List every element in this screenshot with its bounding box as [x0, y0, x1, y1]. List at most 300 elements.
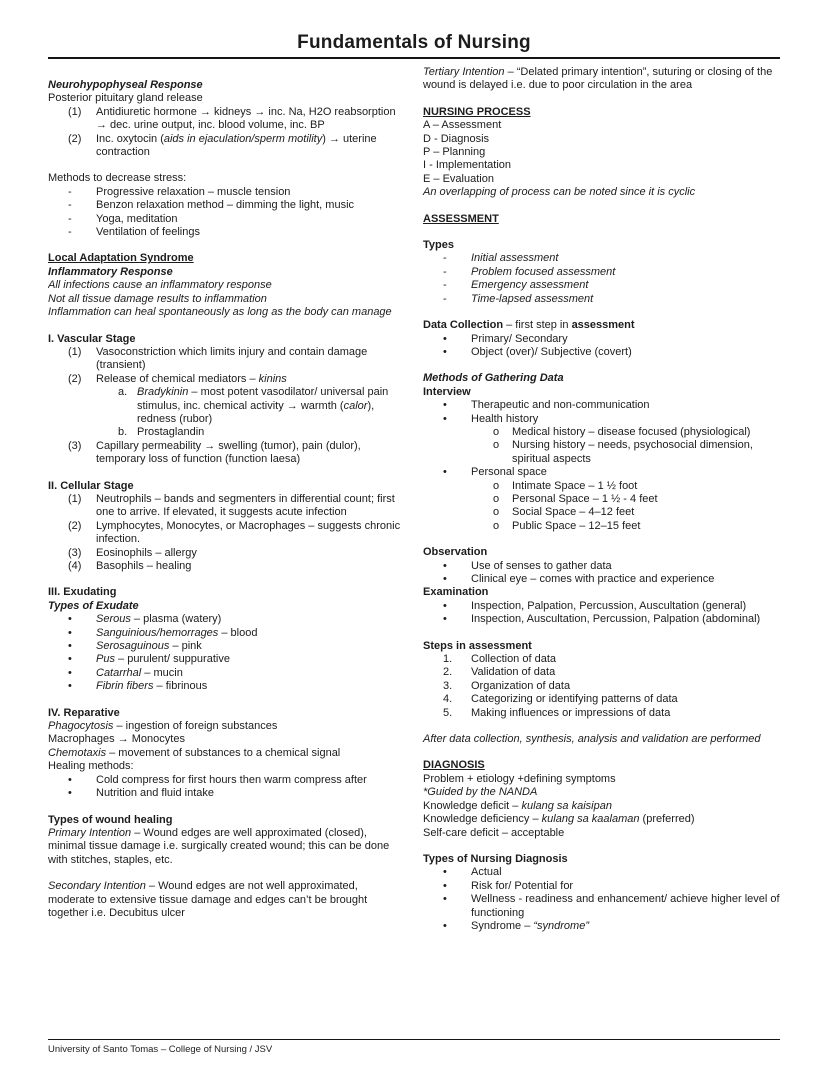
text-line — [48, 586, 405, 599]
list-marker: (2) — [68, 372, 82, 385]
list-marker: • — [443, 573, 447, 585]
list-marker: • — [68, 653, 72, 666]
text-line — [48, 266, 405, 279]
text-run: – plasma (watery) — [130, 613, 222, 626]
list-marker: • — [443, 919, 447, 932]
line-text — [423, 146, 780, 159]
line-text — [48, 827, 405, 867]
text-line — [423, 413, 780, 426]
text-run-italic: Chemotaxis — [48, 746, 107, 759]
line-text — [423, 640, 780, 653]
text-run-italic: Secondary Intention — [48, 880, 146, 893]
list-marker: • — [443, 866, 447, 879]
line-text — [96, 373, 405, 386]
text-run-italic: aids in ejaculation/sperm motility — [163, 132, 323, 145]
list-marker: • — [68, 666, 72, 679]
line-text — [423, 773, 780, 786]
text-line — [423, 827, 780, 840]
document-body — [48, 66, 780, 1039]
line-text — [48, 747, 405, 760]
list-marker: • — [68, 787, 72, 800]
list-marker: - — [443, 292, 447, 305]
line-text — [512, 480, 780, 493]
line-text — [48, 306, 405, 319]
line-text — [471, 333, 780, 346]
text-line — [48, 787, 405, 800]
line-text — [471, 560, 780, 573]
text-line — [48, 613, 405, 626]
text-run: – blood — [218, 626, 258, 639]
text-run: Actual — [471, 866, 502, 879]
list-marker: • — [68, 613, 72, 626]
text-run: Personal space — [471, 466, 547, 479]
text-line — [48, 600, 405, 613]
text-run: Local Adaptation Syndrome — [48, 252, 194, 265]
text-run: Intimate Space – 1 ½ foot — [512, 479, 638, 492]
text-run: Use of senses to gather data — [471, 559, 612, 572]
line-text — [48, 293, 405, 306]
text-run-bold: assessment — [571, 319, 635, 332]
text-run-italic: Tertiary Intention — [423, 66, 505, 78]
list-marker: 3. — [443, 679, 453, 692]
line-text — [423, 372, 780, 385]
text-run: – fibrinous — [153, 680, 208, 693]
line-text — [96, 680, 405, 693]
text-run-italic: Catarrhal — [96, 666, 142, 679]
line-text — [96, 627, 405, 640]
line-text — [423, 853, 780, 866]
text-line — [423, 666, 780, 679]
list-marker: o — [493, 506, 500, 519]
line-text — [48, 92, 405, 105]
list-marker: (2) — [68, 132, 82, 145]
text-line — [48, 560, 405, 573]
text-line — [48, 440, 405, 467]
line-text — [48, 79, 405, 92]
line-text — [48, 814, 405, 827]
text-line — [423, 573, 780, 586]
text-run: Wellness - readiness and enhancement/ achieve higher level of functioning — [471, 893, 780, 919]
text-line — [423, 586, 780, 599]
line-text — [471, 573, 780, 586]
line-text — [96, 346, 405, 373]
title-divider — [48, 57, 780, 59]
text-run: Self-care deficit – acceptable — [423, 826, 565, 839]
list-marker: • — [443, 599, 447, 612]
line-text — [48, 880, 405, 920]
text-line — [48, 827, 405, 867]
text-run: Cold compress for first hours then warm compress after — [96, 773, 367, 786]
text-run-italic: Time-lapsed assessment — [471, 292, 594, 305]
line-text — [96, 440, 405, 467]
list-marker: • — [68, 640, 72, 653]
text-run-italic: Pus — [96, 653, 115, 666]
text-run: Interview — [423, 385, 471, 398]
text-line — [423, 880, 780, 893]
text-line — [48, 306, 405, 319]
line-text — [423, 827, 780, 840]
text-run: Nutrition and fluid intake — [96, 787, 215, 800]
text-run: Primary/ Secondary — [471, 332, 568, 345]
line-text — [512, 493, 780, 506]
text-run: Public Space – 12–15 feet — [512, 519, 641, 532]
text-run-italic: All infections cause an inflammatory response — [48, 279, 272, 292]
text-run: Personal Space – 1 ½ - 4 feet — [512, 492, 658, 505]
list-marker: o — [493, 439, 500, 452]
text-run-italic: Serous — [96, 613, 131, 626]
text-run: Methods of Gathering Data — [423, 372, 564, 385]
text-line — [423, 319, 780, 332]
text-line — [423, 333, 780, 346]
line-text — [96, 547, 405, 560]
line-text — [471, 413, 780, 426]
text-run: III. Exudating — [48, 586, 117, 599]
line-text — [423, 133, 780, 146]
list-marker: (2) — [68, 519, 82, 532]
text-run: – pink — [169, 640, 202, 653]
line-text — [96, 640, 405, 653]
list-marker: • — [443, 332, 447, 345]
text-line — [48, 493, 405, 520]
text-run: Types of Exudate — [48, 599, 139, 612]
text-run: E – Evaluation — [423, 172, 494, 185]
text-run: – first step in — [503, 319, 572, 332]
list-marker: b. — [118, 426, 128, 439]
page-title: Fundamentals of Nursing — [297, 32, 531, 53]
text-line — [423, 439, 780, 466]
line-text — [471, 293, 780, 306]
line-text — [96, 560, 405, 573]
text-run-italic: kinins — [258, 372, 287, 385]
text-line — [48, 226, 405, 239]
list-marker: - — [68, 199, 72, 212]
text-run-italic: “syndrome” — [533, 919, 589, 932]
text-line — [48, 293, 405, 306]
text-line — [423, 813, 780, 826]
text-line — [48, 199, 405, 212]
text-run: Medical history – disease focused (physiological) — [512, 425, 751, 438]
line-text — [512, 439, 780, 466]
text-line — [48, 880, 405, 920]
line-text — [48, 266, 405, 279]
line-text — [96, 226, 405, 239]
line-text — [512, 426, 780, 439]
text-line — [423, 493, 780, 506]
text-run: – Wound edges are well approximated (closed), minimal tissue damage i.e. surgically created wound; this can be done with stitches, staples, etc. — [48, 826, 390, 866]
list-marker: • — [443, 466, 447, 479]
text-line — [423, 426, 780, 439]
text-run-italic: Phagocytosis — [48, 720, 114, 733]
list-marker: o — [493, 479, 500, 492]
line-text — [423, 319, 780, 332]
text-run: Yoga, meditation — [96, 212, 178, 225]
text-line — [423, 613, 780, 626]
text-run: Health history — [471, 412, 539, 425]
line-text — [471, 866, 780, 879]
text-run: Therapeutic and non-communication — [471, 399, 650, 412]
text-line — [48, 720, 405, 733]
line-text — [48, 252, 405, 265]
text-line — [423, 239, 780, 252]
line-text — [48, 760, 405, 773]
text-run: Risk for/ Potential for — [471, 879, 574, 892]
line-text — [48, 172, 405, 185]
line-text — [96, 774, 405, 787]
list-marker: o — [493, 519, 500, 532]
line-text — [96, 667, 405, 680]
text-line — [48, 480, 405, 493]
text-line — [48, 186, 405, 199]
text-run-italic: Problem focused assessment — [471, 265, 616, 278]
text-line — [48, 252, 405, 265]
text-run: Inspection, Auscultation, Percussion, Palpation (abdominal) — [471, 613, 761, 626]
line-text — [423, 186, 780, 199]
line-text — [48, 586, 405, 599]
text-line — [423, 546, 780, 559]
text-line — [423, 466, 780, 479]
list-marker: • — [443, 613, 447, 626]
text-run: Categorizing or identifying patterns of data — [471, 693, 678, 706]
text-line — [423, 560, 780, 573]
text-run: D - Diagnosis — [423, 132, 490, 145]
text-run: Inc. oxytocin ( — [96, 132, 164, 145]
text-line — [48, 106, 405, 133]
text-run-italic: Sanguinious/hemorrages — [96, 626, 219, 639]
text-line — [423, 66, 780, 93]
text-line — [48, 667, 405, 680]
text-line — [48, 814, 405, 827]
text-line — [48, 707, 405, 720]
list-marker: • — [443, 412, 447, 425]
line-text — [48, 600, 405, 613]
text-line — [423, 653, 780, 666]
line-text — [137, 386, 405, 426]
line-text — [423, 813, 780, 826]
text-run: Ventilation of feelings — [96, 226, 200, 239]
text-run: ) → uterine contraction — [96, 132, 377, 159]
text-line — [423, 279, 780, 292]
text-run: Syndrome – — [471, 919, 534, 932]
text-line — [423, 133, 780, 146]
list-marker: • — [443, 879, 447, 892]
text-line — [48, 760, 405, 773]
line-text — [96, 106, 405, 133]
list-marker: • — [443, 399, 447, 412]
text-run-italic: Not all tissue damage results to inflammation — [48, 292, 267, 305]
text-run: Release of chemical mediators – — [96, 372, 259, 385]
text-line — [423, 759, 780, 772]
line-text — [423, 586, 780, 599]
line-text — [471, 680, 780, 693]
text-run: Nursing history – needs, psychosocial dimension, spiritual aspects — [512, 439, 753, 465]
text-line — [423, 893, 780, 920]
footer-text: University of Santo Tomas – College of Nursing / JSV — [48, 1044, 273, 1055]
line-text — [471, 707, 780, 720]
text-run: Inspection, Palpation, Percussion, Auscultation (general) — [471, 599, 747, 612]
list-marker: (3) — [68, 546, 82, 559]
line-text — [96, 787, 405, 800]
text-run: Methods to decrease stress: — [48, 172, 187, 185]
text-line — [48, 386, 405, 426]
text-run: Problem + etiology +defining symptoms — [423, 772, 616, 785]
list-marker: • — [443, 893, 447, 906]
list-marker: - — [443, 252, 447, 265]
text-line — [423, 346, 780, 359]
line-text — [423, 106, 780, 119]
list-marker: - — [68, 226, 72, 239]
text-run: Collection of data — [471, 653, 556, 666]
line-text — [96, 213, 405, 226]
line-text — [471, 893, 780, 920]
list-marker: • — [443, 559, 447, 572]
text-run-italic: kulang sa kaisipan — [521, 799, 612, 812]
text-line — [423, 707, 780, 720]
text-run: Examination — [423, 586, 489, 599]
text-line — [423, 119, 780, 132]
text-line — [48, 92, 405, 105]
line-text — [48, 720, 405, 733]
text-run: Steps in assessment — [423, 639, 532, 652]
line-text — [423, 759, 780, 772]
left-column — [48, 66, 405, 920]
list-marker: 2. — [443, 666, 453, 679]
text-line — [423, 640, 780, 653]
text-run: Object (over)/ Subjective (covert) — [471, 345, 632, 358]
text-run-italic: Inflammation can heal spontaneously as long as the body can manage — [48, 306, 392, 319]
text-run: Organization of data — [471, 679, 571, 692]
text-line — [423, 213, 780, 226]
text-line — [48, 213, 405, 226]
text-line — [423, 773, 780, 786]
list-marker: 4. — [443, 693, 453, 706]
text-run: Healing methods: — [48, 760, 134, 773]
list-marker: - — [443, 279, 447, 292]
text-run: Posterior pituitary gland release — [48, 92, 203, 105]
line-text — [137, 426, 405, 439]
line-text — [48, 733, 405, 746]
text-line — [48, 346, 405, 373]
text-run: II. Cellular Stage — [48, 479, 134, 492]
line-text — [471, 399, 780, 412]
line-text — [96, 613, 405, 626]
list-marker: • — [68, 773, 72, 786]
list-marker: - — [68, 212, 72, 225]
list-marker: - — [443, 265, 447, 278]
line-text — [423, 119, 780, 132]
line-text — [471, 600, 780, 613]
text-line — [423, 266, 780, 279]
text-line — [423, 159, 780, 172]
text-line — [423, 800, 780, 813]
list-marker: o — [493, 425, 500, 438]
list-marker: (4) — [68, 560, 82, 572]
text-line — [48, 426, 405, 439]
text-run: – purulent/ suppurative — [114, 653, 230, 666]
text-run: IV. Reparative — [48, 706, 120, 719]
text-run: Antidiuretic hormone → kidneys → inc. Na, H2O reabsorption → dec. urine output, inc. blood volume, inc. BP — [96, 105, 396, 132]
text-line — [48, 747, 405, 760]
text-run: Types of Nursing Diagnosis — [423, 852, 568, 865]
text-line — [423, 252, 780, 265]
list-marker: 1. — [443, 653, 453, 666]
text-line — [423, 480, 780, 493]
text-run-italic: calor — [343, 399, 368, 412]
text-run-italic: *Guided by the NANDA — [423, 786, 538, 799]
text-line — [423, 293, 780, 306]
text-run: Knowledge deficiency – — [423, 813, 542, 826]
line-text — [423, 213, 780, 226]
text-line — [48, 627, 405, 640]
text-run: Observation — [423, 546, 488, 559]
line-text — [423, 386, 780, 399]
text-line — [423, 372, 780, 385]
line-text — [48, 707, 405, 720]
text-line — [48, 680, 405, 693]
text-run: P – Planning — [423, 146, 486, 159]
list-marker: 5. — [443, 706, 453, 719]
text-run: NURSING PROCESS — [423, 105, 531, 118]
text-run: Eosinophils – allergy — [96, 546, 197, 559]
text-line — [48, 733, 405, 746]
line-text — [423, 173, 780, 186]
text-run: – “Delated primary intention”, suturing or closing of the wound is delayed i.e. due to poor circulation in the area — [423, 66, 773, 92]
text-line — [423, 173, 780, 186]
line-text — [96, 199, 405, 212]
text-run-bold: Data Collection — [423, 319, 504, 332]
text-run: – Wound edges are not well approximated, moderate to extensive tissue damage and edges can’t be brought together i.e. Decubitus ulcer — [48, 880, 368, 919]
list-marker: • — [68, 680, 72, 693]
text-run: Macrophages → Monocytes — [48, 733, 185, 746]
text-run: I - Implementation — [423, 159, 512, 172]
line-text — [471, 466, 780, 479]
text-line — [48, 79, 405, 92]
text-run: ASSESSMENT — [423, 212, 499, 225]
text-run: – most potent vasodilator/ universal pain stimulus, inc. chemical activity → warmth ( — [137, 386, 389, 412]
text-line — [48, 653, 405, 666]
text-run: Clinical eye – comes with practice and experience — [471, 573, 715, 585]
document-header — [48, 32, 780, 59]
line-text — [471, 613, 780, 626]
line-text — [512, 520, 780, 533]
text-run-italic: Serosaguinous — [96, 640, 170, 653]
text-line — [423, 506, 780, 519]
text-line — [423, 186, 780, 199]
text-run-italic: kulang sa kaalaman — [541, 813, 640, 826]
text-line — [48, 520, 405, 547]
document-footer — [48, 1039, 780, 1055]
text-line — [48, 547, 405, 560]
text-run: Neutrophils – bands and segmenters in differential count; first one to arrive. If elevated, it suggests acute infection — [96, 492, 395, 519]
text-run-italic: Bradykinin — [137, 386, 189, 399]
line-text — [471, 653, 780, 666]
text-run: – movement of substances to a chemical signal — [106, 746, 341, 759]
line-text — [423, 786, 780, 799]
list-marker: - — [68, 185, 72, 198]
line-text — [471, 920, 780, 933]
text-line — [423, 600, 780, 613]
text-run: Social Space – 4–12 feet — [512, 506, 635, 519]
text-run: Prostaglandin — [137, 426, 205, 439]
line-text — [48, 333, 405, 346]
line-text — [48, 480, 405, 493]
text-run: Lymphocytes, Monocytes, or Macrophages – suggests chronic infection. — [96, 519, 401, 546]
line-text — [471, 693, 780, 706]
text-run: Vasoconstriction which limits injury and contain damage (transient) — [96, 345, 368, 372]
line-text — [96, 133, 405, 160]
list-marker: (1) — [68, 105, 82, 118]
line-text — [471, 666, 780, 679]
right-column — [423, 66, 780, 933]
